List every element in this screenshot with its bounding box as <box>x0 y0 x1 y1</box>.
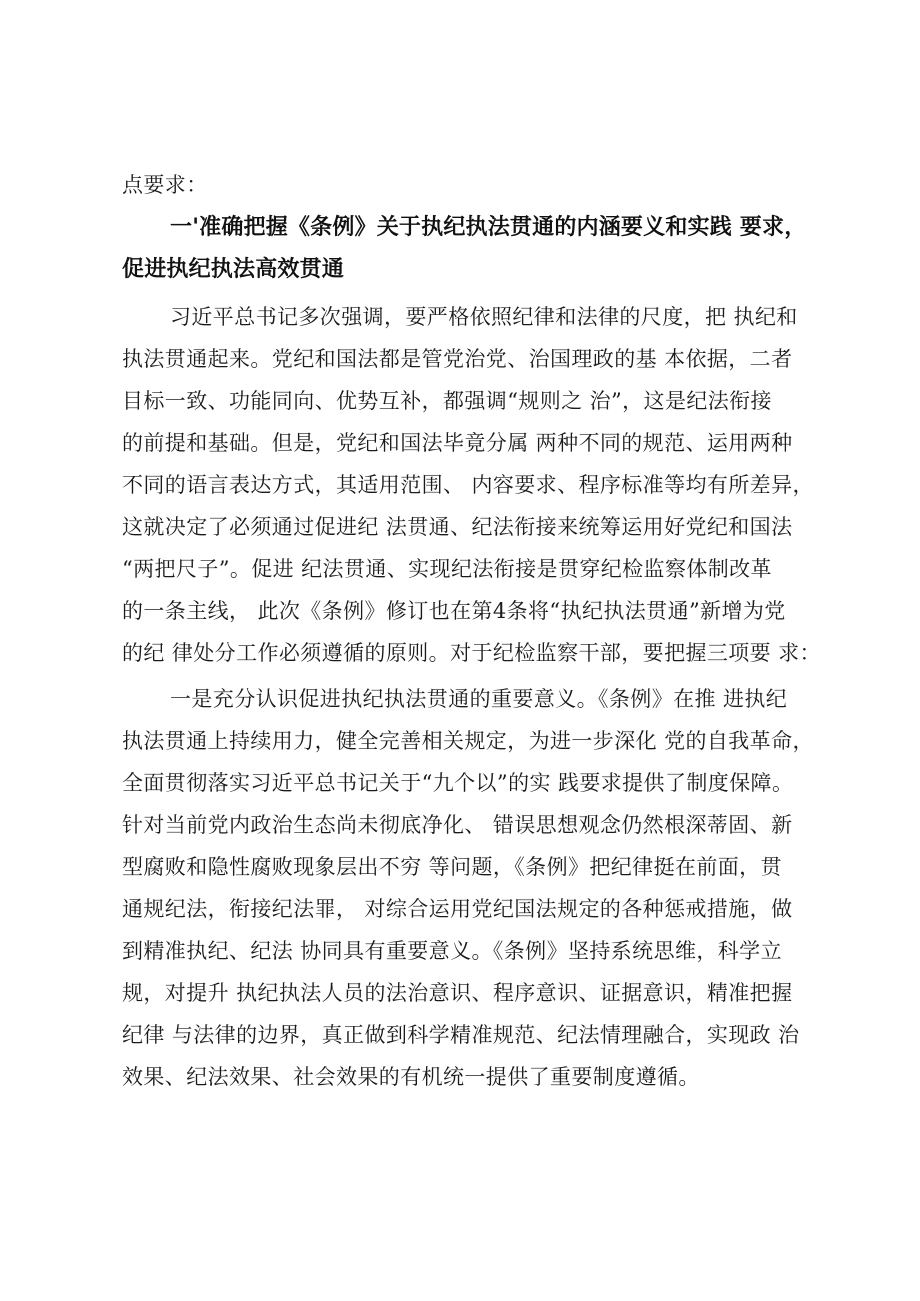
paragraph-2-line: 型腐败和隐性腐败现象层出不穷 等问题，《条例》把纪律挺在前面，贯 <box>122 855 782 879</box>
paragraph-2-line: 一是充分认识促进执纪执法贯通的重要意义。《条例》在推 进执纪 <box>170 687 788 711</box>
paragraph-1-line: 习近平总书记多次强调，要严格依照纪律和法律的尺度，把 执纪和 <box>170 305 798 329</box>
paragraph-1-line: “两把尺子”。促进 纪法贯通、实现纪法衔接是贯穿纪检监察体制改革 <box>122 557 772 581</box>
paragraph-1-line: 的一条主线， 此次《条例》修订也在第4条将“执纪执法贯通”新增为党 <box>122 599 786 623</box>
paragraph-1-line: 的纪 律处分工作必须遵循的原则。对于纪检监察干部，要把握三项要 求： <box>122 641 821 665</box>
paragraph-1-line: 执法贯通起来。党纪和国法都是管党治党、治国理政的基 本依据，二者 <box>122 347 793 371</box>
paragraph-2-line: 纪律 与法律的边界，真正做到科学精准规范、纪法情理融合，实现政 治 <box>122 1023 800 1047</box>
section-heading-line-1: 一'准确把握《条例》关于执纪执法贯通的内涵要义和实践 要求， <box>170 215 807 240</box>
paragraph-1-line: 这就决定了必须通过促进纪 法贯通、纪法衔接来统筹运用好党纪和国法 <box>122 515 793 539</box>
paragraph-2-line: 执法贯通上持续用力，健全完善相关规定，为进一步深化 党的自我革命， <box>122 729 814 753</box>
paragraph-1-line: 目标一致、功能同向、优势互补，都强调“规则之 治”，这是纪法衔接 <box>122 389 772 413</box>
paragraph-2-line: 规，对提升 执纪执法人员的法治意识、程序意识、证据意识，精准把握 <box>122 981 793 1005</box>
paragraph-1-line: 不同的语言表达方式，其适用范围、 内容要求、程序标准等均有所差异， <box>122 473 814 497</box>
paragraph-2-line: 效果、纪法效果、社会效果的有机统一提供了重要制度遵循。 <box>122 1065 700 1089</box>
section-heading-line-2: 促进执纪执法高效贯通 <box>122 257 345 282</box>
intro-line: 点要求： <box>122 173 208 197</box>
paragraph-2-line: 针对当前党内政治生态尚未彻底净化、 错误思想观念仍然根深蒂固、新 <box>122 813 793 837</box>
paragraph-2-line: 到精准执纪、纪法 协同具有重要意义。《条例》坚持系统思维，科学立 <box>122 939 782 963</box>
paragraph-1-line: 的前提和基础。但是，党纪和国法毕竟分属 两种不同的规范、运用两种 <box>122 431 793 455</box>
paragraph-2-line: 通规纪法，衔接纪法罪， 对综合运用党纪国法规定的各种惩戒措施，做 <box>122 897 793 921</box>
paragraph-2-line: 全面贯彻落实习近平总书记关于“九个以”的实 践要求提供了制度保障。 <box>122 771 794 795</box>
